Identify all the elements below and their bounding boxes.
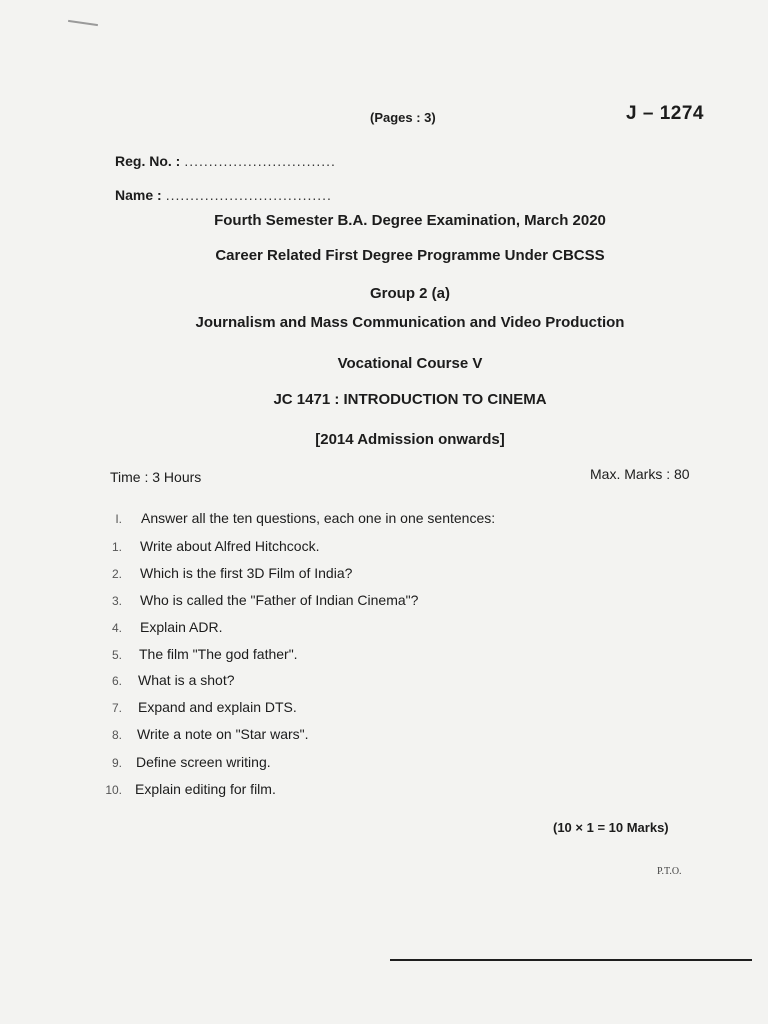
name-blank: .................................. [165, 187, 332, 203]
reg-no-blank: ............................... [184, 153, 336, 169]
question-number: 5. [111, 648, 122, 662]
admission-note: [2014 Admission onwards] [315, 431, 505, 448]
section-number: I. [115, 512, 122, 526]
paper-title: JC 1471 : INTRODUCTION TO CINEMA [273, 391, 547, 408]
group-title: Group 2 (a) [369, 285, 450, 302]
question-number: 2. [111, 567, 122, 581]
page-smudge [68, 20, 98, 26]
section-instruction: Answer all the ten questions, each one in one sentences: [141, 510, 496, 526]
paper-code: J – 1274 [626, 103, 704, 124]
question-number: 8. [111, 728, 122, 742]
reg-no-field [115, 153, 336, 169]
question-text: Expand and explain DTS. [138, 699, 297, 715]
question-text: Explain ADR. [140, 619, 223, 635]
question-text: Who is called the "Father of Indian Cinema"? [140, 592, 419, 608]
bottom-rule [390, 959, 752, 961]
question-number: 7. [111, 701, 122, 715]
question-text: What is a shot? [138, 672, 235, 688]
exam-duration: Time : 3 Hours [110, 469, 202, 485]
name-field [115, 187, 332, 203]
marks-allocation: (10 × 1 = 10 Marks) [553, 820, 669, 835]
question-number: 3. [111, 594, 122, 608]
question-text: Write a note on "Star wars". [137, 726, 309, 742]
exam-title: Fourth Semester B.A. Degree Examination, March 2020 [214, 212, 606, 229]
question-number: 9. [111, 756, 122, 770]
programme-title: Career Related First Degree Programme Under CBCSS [215, 247, 605, 264]
question-text: Explain editing for film. [135, 781, 276, 797]
page-count: (Pages : 3) [370, 110, 436, 125]
subject-title: Journalism and Mass Communication and Video Production [195, 314, 625, 331]
question-number: 1. [111, 540, 122, 554]
max-marks: Max. Marks : 80 [590, 466, 690, 482]
question-number: 6. [111, 674, 122, 688]
question-text: Which is the first 3D Film of India? [140, 565, 353, 581]
course-title: Vocational Course V [337, 355, 483, 372]
reg-no-label: Reg. No. : [115, 153, 181, 169]
question-number: 4. [111, 621, 122, 635]
please-turn-over: P.T.O. [657, 866, 682, 877]
question-text: Define screen writing. [136, 754, 271, 770]
question-number: 10. [105, 783, 122, 797]
name-label: Name : [115, 187, 162, 203]
question-text: The film "The god father". [139, 646, 298, 662]
question-text: Write about Alfred Hitchcock. [140, 538, 320, 554]
